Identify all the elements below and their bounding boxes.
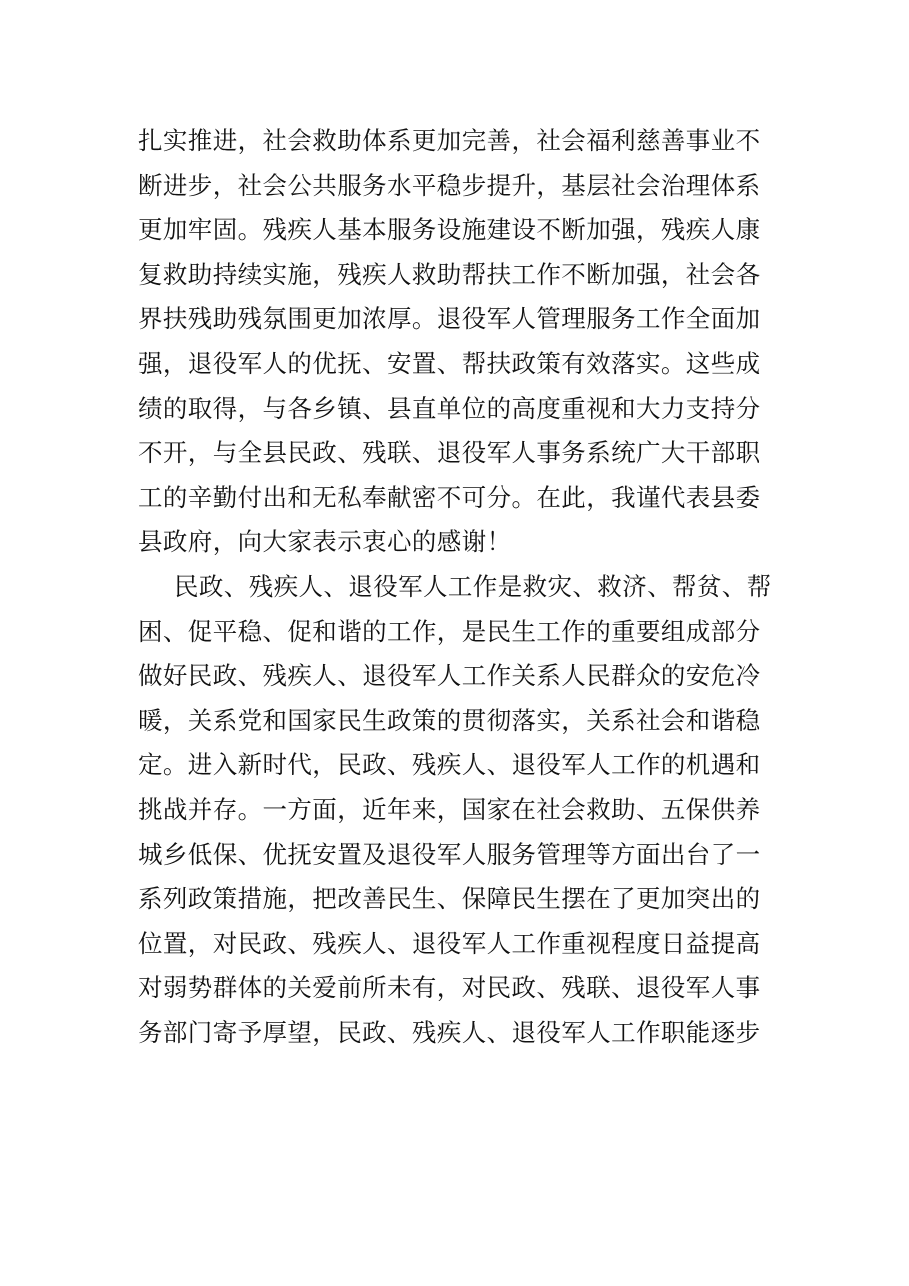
text-line: 更加牢固。残疾人基本服务设施建设不断加强，残疾人康	[138, 215, 761, 245]
text-line: 定。进入新时代，民政、残疾人、退役军人工作的机遇和	[138, 750, 761, 780]
text-line: 城乡低保、优抚安置及退役军人服务管理等方面出台了一	[138, 839, 761, 869]
text-line: 做好民政、残疾人、退役军人工作关系人民群众的安危冷	[138, 661, 761, 691]
text-line: 界扶残助残氛围更加浓厚。退役军人管理服务工作全面加	[138, 304, 761, 334]
text-line: 工的辛勤付出和无私奉献密不可分。在此，我谨代表县委	[138, 482, 761, 512]
text-line: 务部门寄予厚望，民政、残疾人、退役军人工作职能逐步	[138, 1017, 761, 1047]
text-line: 强，退役军人的优抚、安置、帮扶政策有效落实。这些成	[138, 348, 761, 378]
text-line: 复救助持续实施，残疾人救助帮扶工作不断加强，社会各	[138, 259, 761, 289]
text-line: 对弱势群体的关爱前所未有，对民政、残联、退役军人事	[138, 973, 761, 1003]
text-line: 断进步，社会公共服务水平稳步提升，基层社会治理体系	[138, 170, 761, 200]
text-line: 绩的取得，与各乡镇、县直单位的高度重视和大力支持分	[138, 393, 761, 423]
text-line: 挑战并存。一方面，近年来，国家在社会救助、五保供养	[138, 794, 761, 824]
text-line: 困、促平稳、促和谐的工作，是民生工作的重要组成部分	[138, 616, 761, 646]
text-line: 位置，对民政、残疾人、退役军人工作重视程度日益提高	[138, 928, 761, 958]
text-line: 县政府，向大家表示衷心的感谢！	[138, 527, 512, 557]
text-line: 扎实推进，社会救助体系更加完善，社会福利慈善事业不	[138, 126, 761, 155]
text-line: 不开，与全县民政、残联、退役军人事务系统广大干部职	[138, 438, 761, 468]
body-text	[138, 119, 778, 1055]
text-line: 暖，关系党和国家民生政策的贯彻落实，关系社会和谐稳	[138, 705, 761, 735]
text-line: 系列政策措施，把改善民生、保障民生摆在了更加突出的	[138, 884, 761, 914]
paragraph-start-line: 民政、残疾人、退役军人工作是救灾、救济、帮贫、帮	[174, 571, 772, 601]
